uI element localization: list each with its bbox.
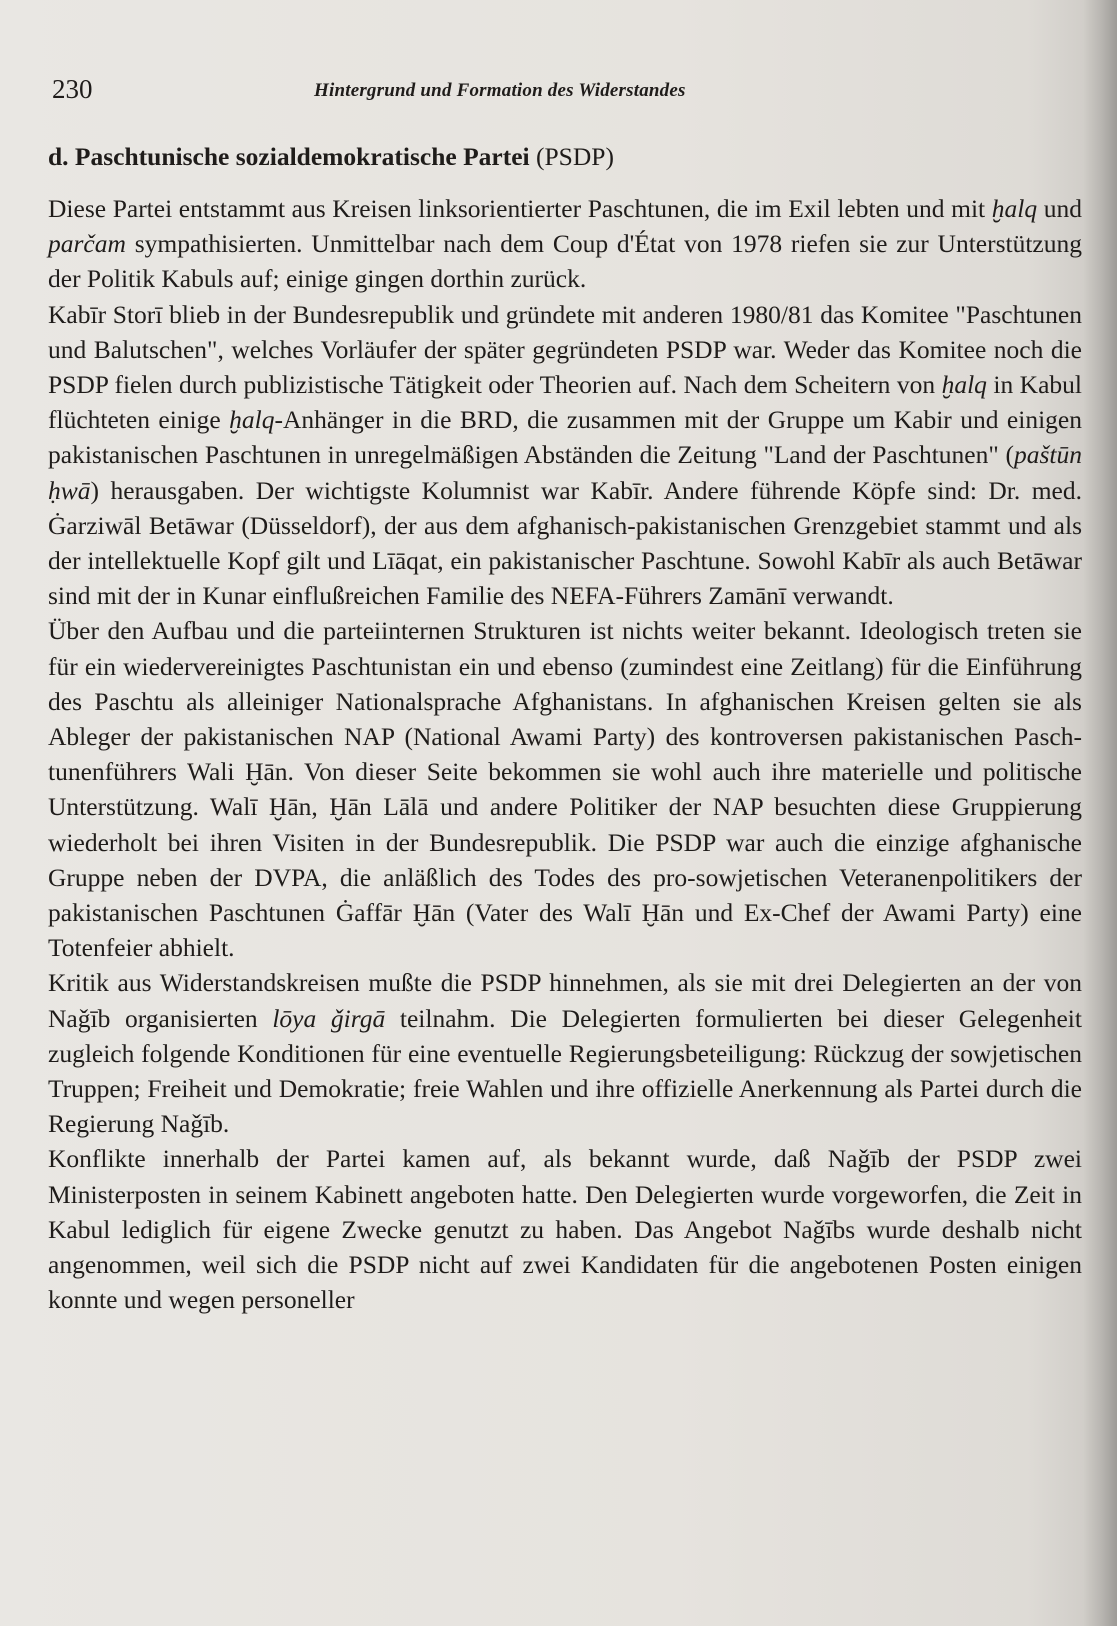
text-run: sympathisierten. Unmittelbar nach dem Coup d'État von 1978 riefen sie zur Unterstützung der Politik Kabuls auf; einige gingen dorthin zurück. [48, 229, 1082, 294]
text-run: und [1037, 194, 1083, 223]
italic-term: lōya ǧirgā [272, 1003, 386, 1033]
page-edge-shadow [1083, 0, 1117, 1626]
page-number: 230 [52, 74, 93, 104]
italic-term: ḫalq [941, 370, 987, 400]
text-run: Über den Aufbau und die parteiinternen Strukturen ist nichts weiter bekannt. Ideologisch treten sie für ein wiedervereinigtes Paschtunistan ein und ebenso (zumindest eine Zeitlang) für die Einführung des Paschtu als alleiniger Nationalsprache Afghanistans. In afghanischen Kreisen gelten sie als Ableger der pakistanischen NAP (National Awami Party) des kontroversen pakistanischen Paschtunenführers Wali Ḫān. Von dieser Seite bekommen sie wohl auch ihre materielle und politische Unterstützung. Walī Ḫān, Ḫān Lālā und andere Politiker der NAP besuchten diese Gruppierung wiederholt bei ihren Visiten in der Bundesrepublik. Die PSDP war auch die einzige afghanische Gruppe neben der DVPA, die anläßlich des Todes des pro-sowjetischen Veteranenpolitikers der pakistanischen Paschtunen Ġaffār Ḫān (Vater des Walī Ḫān und Ex-Chef der Awami Party) eine Totenfeier abhielt. [48, 616, 1082, 963]
text-run: Kabīr Storī blieb in der Bundesrepublik und gründete mit anderen 1980/81 das Komitee "Paschtunen und Balutschen", welches Vorläufer der später gegründeten PSDP war. Weder das Komitee noch die PSDP fielen durch publizistische Tätigkeit oder Theorien auf. Nach dem Scheitern von [48, 299, 1082, 400]
italic-term: ḫalq [991, 194, 1038, 223]
page-header [52, 72, 1082, 112]
text-run: ) herausgaben. Der wichtigste Kolumnist war Kabīr. Andere führende Köpfe sind: Dr. med. Ġarziwāl Betāwar (Düsseldorf), der aus dem afghanisch-pakistanischen Grenzgebiet stammt und als der intellektuelle Kopf gilt und Līāqat, ein pakistanischer Paschtune. Sowohl Kabīr als auch Betāwar sind mit der in Kunar einflußreichen Familie des NEFA-Führers Zamānī verwandt. [48, 475, 1082, 611]
running-title: Hintergrund und Formation des Widerstandes [314, 80, 686, 101]
paragraph-2 [48, 297, 1082, 614]
section-heading-title: d. Paschtunische sozialdemokratische Partei [48, 142, 530, 171]
text-run: teilnahm. Die Delegierten formulierten bei dieser Gelegenheit zugleich folgende Konditionen für eine eventuelle Regierungsbeteiligung: Rückzug der sowjetischen Truppen; Freiheit und Demokratie; freie Wahlen und ihre offizielle Anerkennung als Partei durch die Regierung Naǧīb. [48, 1003, 1082, 1139]
text-run: Diese Partei entstammt aus Kreisen linksorientierter Paschtunen, die im Exil lebten und mit [48, 194, 992, 223]
section-heading [48, 139, 1082, 175]
italic-term: paštūn ḥwā [48, 440, 1082, 505]
paragraph-1 [48, 191, 1082, 297]
section-heading-abbreviation: (PSDP) [529, 142, 614, 171]
paragraph-3 [48, 613, 1082, 965]
text-run: Konflikte innerhalb der Partei kamen auf, als bekannt wurde, daß Naǧīb der PSDP zwei Ministerposten in seinem Kabinett angeboten hatte. Den Delegierten wurde vorgeworfen, die Zeit in Kabul lediglich für eigene Zwecke genutzt zu haben. Das Angebot Naǧībs wurde deshalb nicht angenommen, weil sich die PSDP nicht auf zwei Kandidaten für die angebotenen Posten einigen konnte und wegen personeller [48, 1144, 1082, 1315]
text-run: -Anhänger in die BRD, die zusammen mit der Gruppe um Kabir und einigen pakistanischen Paschtunen in unregelmäßigen Abständen die Zeitung "Land der Paschtunen" ( [48, 405, 1082, 470]
text-run: Kritik aus Widerstandskreisen mußte die PSDP hinnehmen, als sie mit drei Delegierten an der von Naǧīb organisierten [48, 968, 1082, 1033]
paragraph-5 [48, 1141, 1082, 1317]
main-text [48, 139, 1082, 1318]
text-run: in Kabul flüchteten einige [48, 370, 1083, 435]
italic-term: ḫalq [229, 405, 275, 435]
italic-term: parčam [48, 229, 126, 259]
paragraph-4 [48, 965, 1082, 1141]
